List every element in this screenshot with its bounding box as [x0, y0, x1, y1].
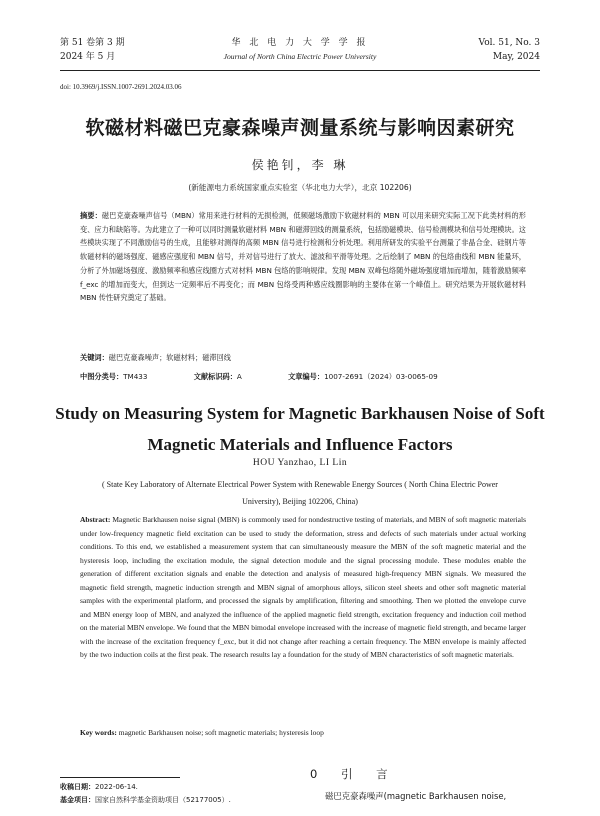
document-code	[194, 372, 264, 382]
header-center	[60, 36, 540, 64]
keywords-cn-label: 关键词：	[80, 353, 109, 362]
fund-project	[60, 794, 310, 807]
authors-cn: 侯艳钊，李 琳	[251, 158, 349, 172]
classification-line	[80, 372, 526, 382]
title-en: Study on Measuring System for Magnetic Barkhausen Noise of Soft Magnetic Materials and Influence Factors	[55, 404, 545, 454]
volume-cn: 第 51 卷第 3 期	[60, 38, 125, 48]
section-heading-introduction: 0 引 言	[310, 767, 398, 781]
footnote-rule	[60, 777, 180, 778]
doc-code-value: A	[236, 372, 242, 381]
body-text-start: 磁巴克豪森噪声(magnetic Barkhausen noise,	[325, 791, 507, 801]
affiliation-cn: (新能源电力系统国家重点实验室（华北电力大学），北京 102206)	[188, 183, 412, 192]
received-date	[60, 781, 310, 794]
abstract-cn-text: 磁巴克豪森噪声信号（MBN）常用来进行材料的无损检测，低频磁场激励下软磁材料的 MBN 可以用来研究实际工况下此类材料的形变、应力和缺陷等。为此建立了一种可以同时测量软磁材料 MBN 和磁滞回线的测量系统，包括励磁模块、信号检测模块和信号处理模块。这些模块实现了不同激励信号的生成，且能够对测得的高频 MBN 信号进行检测和分析处理。利用所研发的实验平台测量了非晶合金、硅钢片等软磁材料的磁场强度、磁感应强度和 MBN 信号，并对信号进行了放大、滤波和平滑等处理。之后绘制了 MBN 的包络曲线和 MBN 能量环，分析了外加磁场强度、激励频率和感应线圈方式对材料 MBN 包络的影响规律。发现 MBN 双峰包络随外磁场强度增加而增加，随着激励频率 f_exc 的增加而变大，但到达一定频率后不再变化；而 MBN 包络受两种感应线圈影响的主要体在第一个峰值上。研究结果为开展软磁材料 MBN 传性研究奠定了基础。	[80, 211, 526, 303]
keywords-en	[80, 728, 526, 737]
article-number	[288, 372, 460, 382]
date-cn: 2024 年 5 月	[60, 52, 116, 62]
date-en: May, 2024	[492, 52, 540, 62]
clc-value: TM433	[123, 372, 148, 381]
received-value: 2022-06-14.	[95, 783, 138, 791]
keywords-en-text: magnetic Barkhausen noise; soft magnetic materials; hysteresis loop	[118, 728, 324, 737]
authors-en: HOU Yanzhao, LI Lin	[252, 458, 348, 468]
article-no-value: 1007-2691（2024）03-0065-09	[324, 372, 438, 381]
title-cn: 软磁材料磁巴克豪森噪声测量系统与影响因素研究	[85, 117, 515, 139]
keywords-cn-text: 磁巴克豪森噪声；软磁材料；磁滞回线	[108, 353, 231, 362]
doc-code-label: 文献标识码：	[193, 372, 237, 381]
received-label: 收稿日期：	[60, 783, 95, 791]
journal-name-cn: 华 北 电 力 大 学 学 报	[231, 38, 369, 48]
abstract-en-text: Magnetic Barkhausen noise signal (MBN) is commonly used for nondestructive testing of materials, and MBN of soft magnetic materials under low-frequency magnetic field excitation can be used to study the deformation, stress and defects of such materials under actual working conditions. To this end, we established a measurement system that can simultaneously measure the MBN of the soft magnetic material and the hysteresis loop, including the excitation module, the signal detection module and the signal processing module. These modules enable the generation of different excitation signals and enable the detection and analysis of measured high-frequency MBN signals. We measured the magnetic field strength, magnetic induction strength and MBN signal of amorphous alloys, silicon steel sheets and other soft magnetic material samples with the experimental platform, and processed the signals by amplification, filtering and smoothing. Then we plotted the envelope curve and MBN energy loop of MBN, and analyzed the influence of the applied magnetic field strength, excitation frequency and induction coil method on the material MBN envelope. We found that the MBN bimodal envelope increased with the increase of magnetic field strength, and became larger with the increase of the excitation frequency f_exc, but it did not change after reaching a certain frequency. The MBN envelope is mainly affected by the two induction coils at the first peak. The research results lay a foundation for the study of MBN characteristics of soft magnetic materials.	[80, 515, 527, 659]
fund-label: 基金项目：	[60, 796, 95, 804]
fund-value: 国家自然科学基金资助项目（52177005）.	[95, 796, 231, 804]
affiliation-en: ( State Key Laboratory of Alternate Electrical Power System with Renewable Energy Sources ( North China Electric Power University), Beijing 102206, China)	[102, 480, 498, 506]
footnotes	[60, 781, 310, 807]
header-right	[479, 36, 540, 64]
abstract-en	[80, 513, 526, 662]
volume-en: Vol. 51, No. 3	[478, 38, 540, 48]
journal-name-en: Journal of North China Electric Power University	[223, 52, 377, 61]
doi: doi: 10.3969/j.ISSN.1007-2691.2024.03.06	[60, 83, 182, 91]
running-header	[60, 36, 540, 68]
abstract-cn-label: 摘要：	[80, 211, 102, 220]
header-rule	[60, 70, 540, 71]
keywords-cn	[80, 353, 526, 363]
abstract-en-label: Abstract:	[80, 515, 111, 524]
clc-number	[80, 372, 169, 382]
keywords-en-label: Key words:	[80, 728, 117, 737]
abstract-cn	[80, 209, 526, 305]
clc-label: 中图分类号：	[80, 372, 124, 381]
article-no-label: 文章编号：	[288, 372, 325, 381]
